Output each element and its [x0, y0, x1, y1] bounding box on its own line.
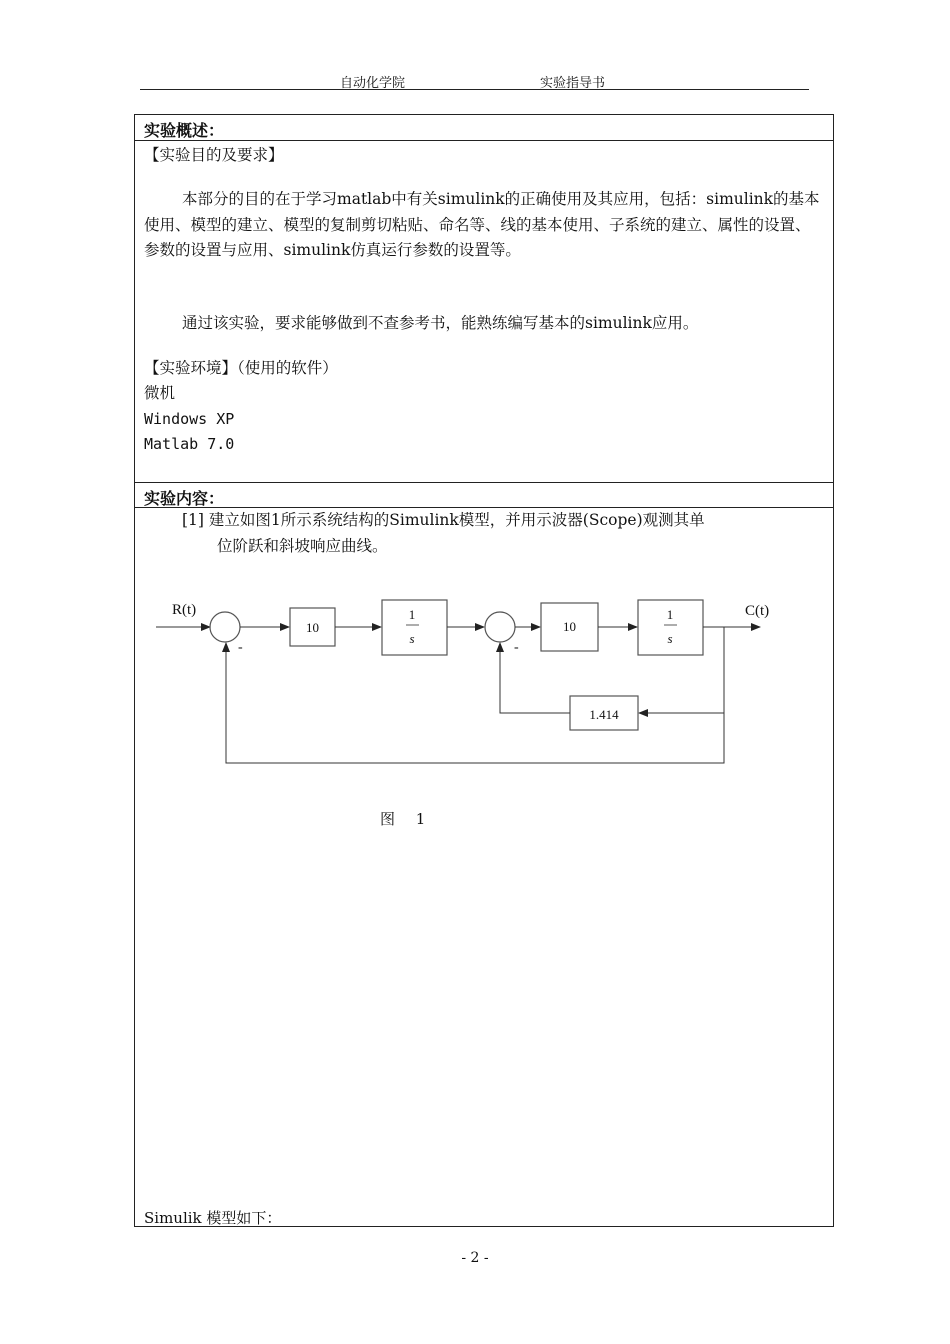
env-heading: 【实验环境】（使用的软件） — [144, 359, 338, 377]
outer-feedback-line — [226, 643, 724, 763]
output-label: C(t) — [745, 603, 770, 619]
int1-denominator: s — [409, 631, 415, 646]
sum1-minus: - — [238, 640, 243, 655]
purpose-paragraph-2: 通过该实验，要求能够做到不查参考书，能熟练编写基本的simulink应用。 — [182, 314, 699, 332]
input-label: R(t) — [172, 602, 197, 618]
env-item-pc: 微机 — [144, 384, 176, 402]
content-title-row — [135, 482, 833, 508]
gain1-value: 10 — [306, 620, 319, 635]
env-item-matlab: Matlab 7.0 — [144, 435, 235, 453]
int1-numerator: 1 — [408, 607, 416, 622]
int2-numerator: 1 — [666, 607, 674, 622]
task1-line2: 位阶跃和斜坡响应曲线。 — [217, 537, 388, 555]
sum2-minus: - — [514, 640, 519, 655]
sum-junction-1 — [210, 612, 240, 642]
header-school: 自动化学院 — [340, 76, 406, 91]
task1-line1: [1] 建立如图1所示系统结构的Simulink模型，并用示波器(Scope)观测其单 — [182, 511, 705, 529]
overview-title: 实验概述： — [144, 121, 225, 140]
gain2-value: 10 — [563, 619, 576, 634]
simulink-model-label: Simulik 模型如下： — [144, 1209, 282, 1227]
block-diagram — [150, 595, 790, 775]
page-number: - 2 - — [461, 1250, 489, 1266]
purpose-paragraph-1: 本部分的目的在于学习matlab中有关simulink的正确使用及其应用，包括：simulink的基本使用、模型的建立、模型的复制剪切粘贴、命名等、线的基本使用、子系统的建立、属性的设置、参数的设置与应用、simulink仿真运行参数的设置等。 — [144, 190, 820, 259]
page-header — [140, 70, 809, 90]
sum-junction-2 — [485, 612, 515, 642]
purpose-heading: 【实验目的及要求】 — [144, 146, 284, 164]
inner-feedback-line-in — [639, 627, 724, 713]
feedback-gain-value: 1.414 — [589, 707, 619, 722]
env-item-os: Windows XP — [144, 410, 235, 428]
content-title: 实验内容： — [144, 489, 225, 508]
overview-title-row — [135, 115, 833, 141]
header-doc-title: 实验指导书 — [540, 76, 606, 91]
figure-caption: 图 1 — [380, 810, 434, 828]
int2-denominator: s — [667, 631, 673, 646]
inner-feedback-line-out — [500, 643, 570, 713]
